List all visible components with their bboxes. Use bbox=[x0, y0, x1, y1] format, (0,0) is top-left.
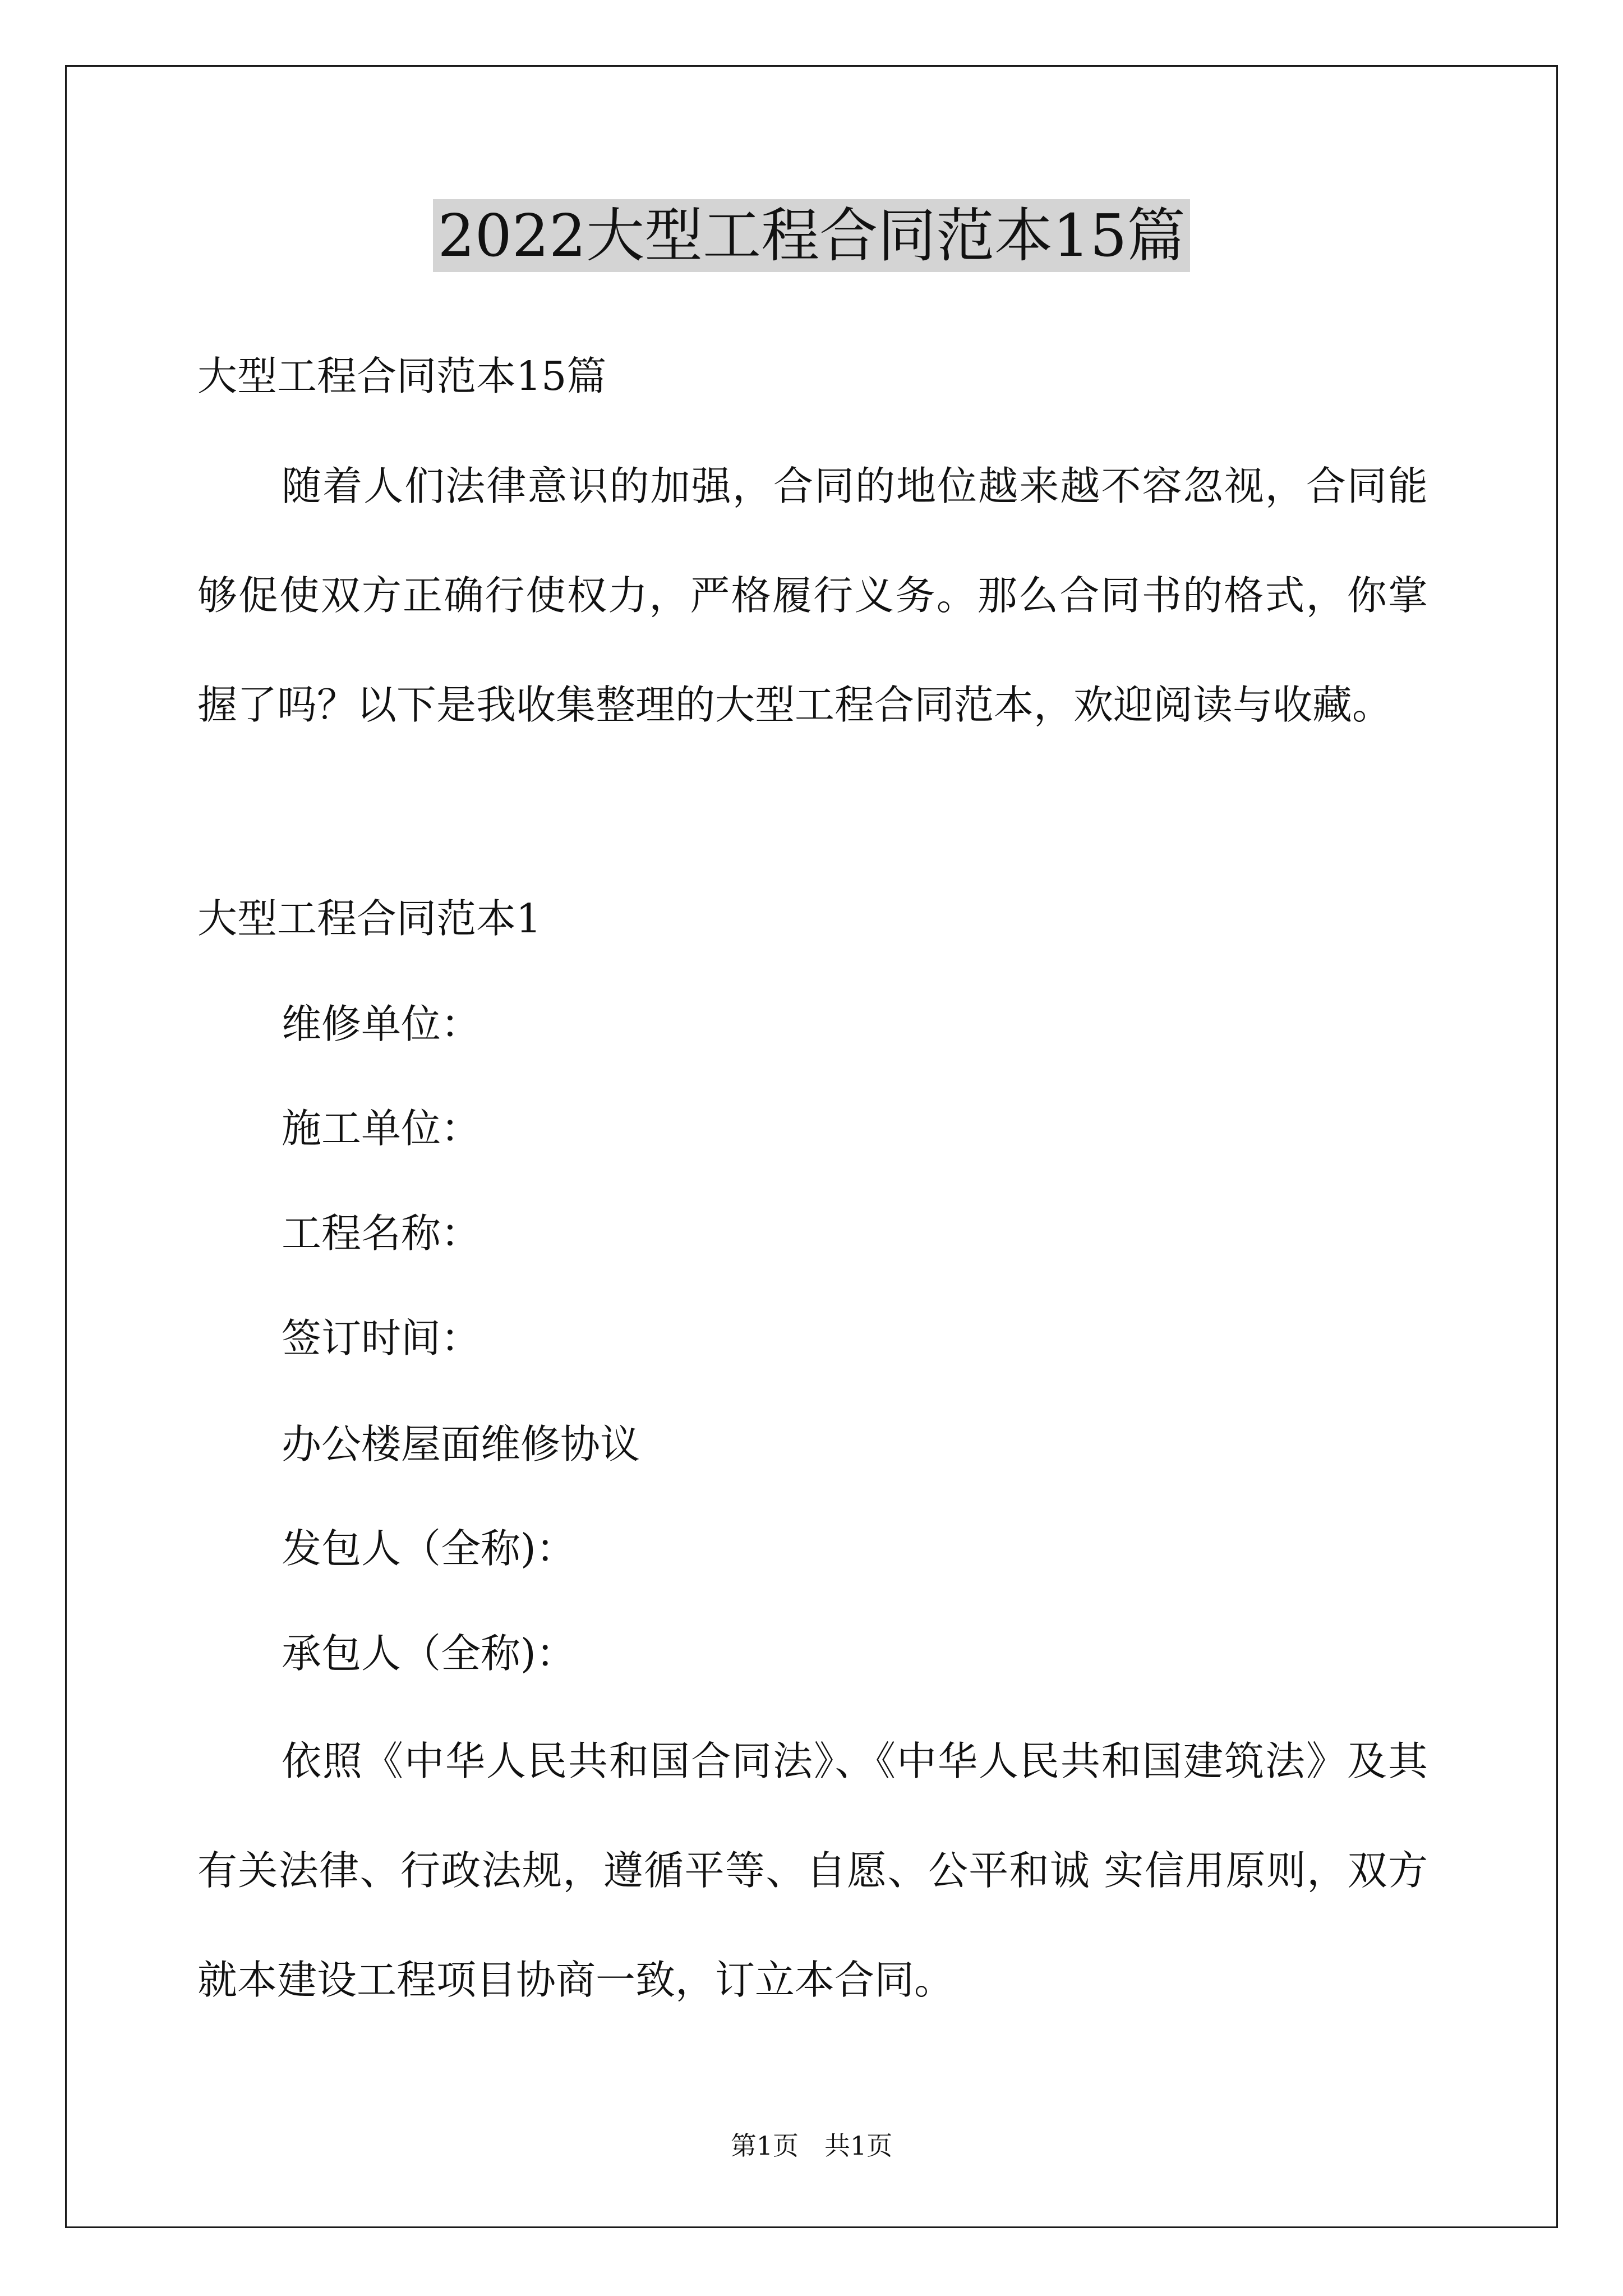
field-construction-unit: 施工单位： bbox=[282, 1105, 481, 1152]
title-text: 2022大型工程合同范本15篇 bbox=[433, 199, 1189, 272]
intro-line-1: 随着人们法律意识的加强，合同的地位越来越不容忽视，合同能 bbox=[282, 463, 1428, 509]
field-signing-date: 签订时间： bbox=[282, 1315, 481, 1361]
page-footer: 第1页 共1页 bbox=[730, 2131, 893, 2161]
body-line-3: 就本建设工程项目协商一致，订立本合同。 bbox=[197, 1957, 955, 2003]
intro-line-3: 握了吗？以下是我收集整理的大型工程合同范本，欢迎阅读与收藏。 bbox=[197, 682, 1393, 728]
field-project-name: 工程名称： bbox=[282, 1210, 481, 1257]
subtitle: 大型工程合同范本15篇 bbox=[197, 353, 607, 399]
intro-line-2: 够促使双方正确行使权力，严格履行义务。那么合同书的格式，你掌 bbox=[197, 572, 1428, 619]
agreement-title: 办公楼屋面维修协议 bbox=[282, 1421, 640, 1467]
field-maintenance-unit: 维修单位： bbox=[282, 1001, 481, 1047]
section-heading: 大型工程合同范本1 bbox=[197, 895, 542, 942]
body-line-2: 有关法律、行政法规，遵循平等、自愿、公平和诚 实信用原则，双方 bbox=[197, 1847, 1428, 1894]
contractor-field: 承包人（全称)： bbox=[282, 1630, 576, 1677]
employer-field: 发包人（全称)： bbox=[282, 1525, 576, 1572]
document-title bbox=[0, 196, 1623, 275]
body-line-1: 依照《中华人民共和国合同法》、《中华人民共和国建筑法》及其 bbox=[282, 1738, 1428, 1784]
